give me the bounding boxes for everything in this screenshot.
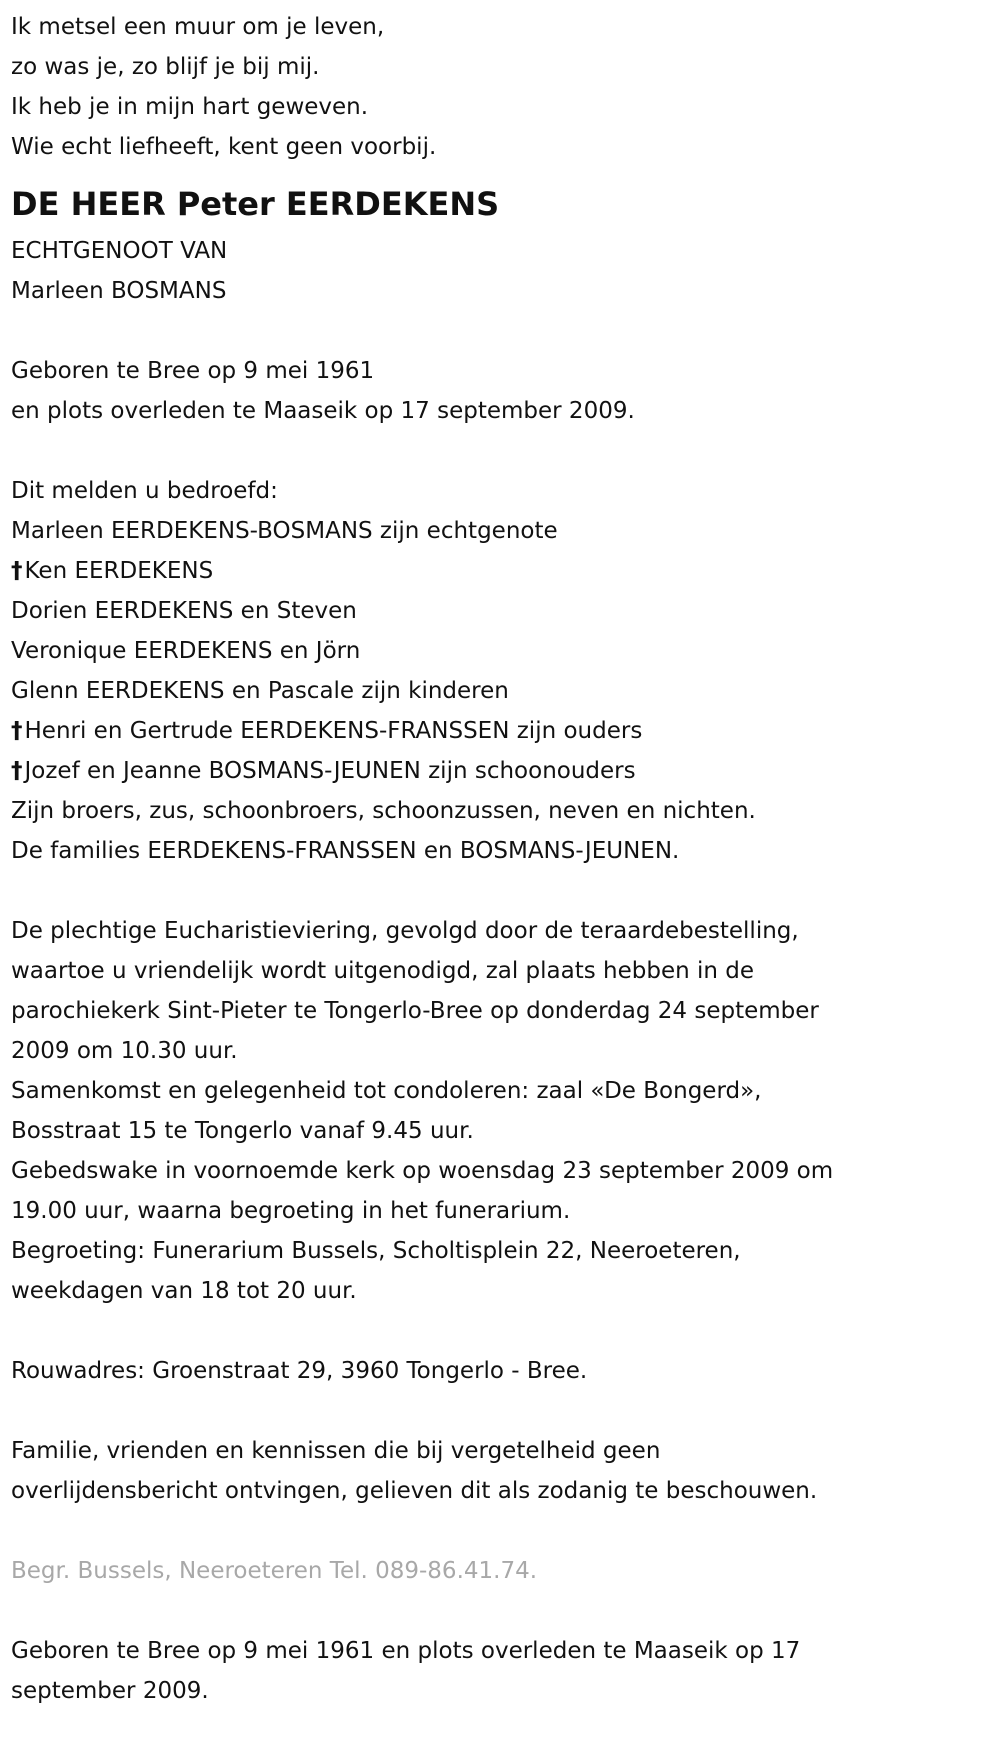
mourning-address: Rouwadres: Groenstraat 29, 3960 Tongerlo - Bree. bbox=[11, 1358, 588, 1384]
poem-line: zo was je, zo blijf je bij mij. bbox=[11, 54, 320, 80]
mourners-list bbox=[11, 511, 1000, 871]
mourner-name: Zijn broers, zus, schoonbroers, schoonzussen, neven en nichten. bbox=[11, 798, 756, 824]
poem-line: Wie echt liefheeft, kent geen voorbij. bbox=[11, 134, 437, 160]
ceremony-info bbox=[11, 911, 1000, 1311]
summary-line: september 2009. bbox=[11, 1678, 209, 1704]
undertaker-info: Begr. Bussels, Neeroeteren Tel. 089-86.41.74. bbox=[11, 1558, 538, 1584]
mourner-name: Jozef en Jeanne BOSMANS-JEUNEN zijn schoonouders bbox=[24, 758, 636, 784]
ceremony-line: Samenkomst en gelegenheid tot condoleren: zaal «De Bongerd», bbox=[11, 1078, 762, 1104]
ceremony-line: parochiekerk Sint-Pieter te Tongerlo-Bree op donderdag 24 september bbox=[11, 998, 819, 1024]
mourner-line bbox=[11, 791, 1000, 831]
birth-line: Geboren te Bree op 9 mei 1961 bbox=[11, 358, 375, 384]
poem-line: Ik metsel een muur om je leven, bbox=[11, 14, 385, 40]
mourner-name: Veronique EERDEKENS en Jörn bbox=[11, 638, 361, 664]
cross-icon: † bbox=[11, 758, 23, 784]
mourners-intro: Dit melden u bedroefd: bbox=[11, 478, 278, 504]
mourner-line bbox=[11, 631, 1000, 671]
mourner-line bbox=[11, 511, 1000, 551]
mourner-name: Henri en Gertrude EERDEKENS-FRANSSEN zijn ouders bbox=[24, 718, 643, 744]
mourner-name: Ken EERDEKENS bbox=[24, 558, 214, 584]
mourner-name: Marleen EERDEKENS-BOSMANS zijn echtgenote bbox=[11, 518, 558, 544]
notice-line: Familie, vrienden en kennissen die bij vergetelheid geen bbox=[11, 1438, 661, 1464]
spouse-name: Marleen BOSMANS bbox=[11, 278, 227, 304]
mourner-line bbox=[11, 551, 1000, 591]
deceased-title: DE HEER Peter EERDEKENS bbox=[11, 185, 500, 223]
poem-line: Ik heb je in mijn hart geweven. bbox=[11, 94, 369, 120]
cross-icon: † bbox=[11, 558, 23, 584]
ceremony-line: Gebedswake in voornoemde kerk op woensdag 23 september 2009 om bbox=[11, 1158, 834, 1184]
ceremony-line: Begroeting: Funerarium Bussels, Scholtisplein 22, Neeroeteren, bbox=[11, 1238, 741, 1264]
ceremony-line: weekdagen van 18 tot 20 uur. bbox=[11, 1278, 357, 1304]
ceremony-line: 19.00 uur, waarna begroeting in het funerarium. bbox=[11, 1198, 571, 1224]
death-line: en plots overleden te Maaseik op 17 september 2009. bbox=[11, 398, 635, 424]
cross-icon: † bbox=[11, 718, 23, 744]
mourner-name: Dorien EERDEKENS en Steven bbox=[11, 598, 357, 624]
mourner-line bbox=[11, 711, 1000, 751]
notice-line: overlijdensbericht ontvingen, gelieven dit als zodanig te beschouwen. bbox=[11, 1478, 818, 1504]
mourner-line bbox=[11, 591, 1000, 631]
ceremony-line: 2009 om 10.30 uur. bbox=[11, 1038, 238, 1064]
ceremony-line: waartoe u vriendelijk wordt uitgenodigd, zal plaats hebben in de bbox=[11, 958, 755, 984]
spouse-label: ECHTGENOOT VAN bbox=[11, 238, 228, 264]
ceremony-line: Bosstraat 15 te Tongerlo vanaf 9.45 uur. bbox=[11, 1118, 474, 1144]
mourner-line bbox=[11, 671, 1000, 711]
mourner-line bbox=[11, 751, 1000, 791]
mourner-name: De families EERDEKENS-FRANSSEN en BOSMANS-JEUNEN. bbox=[11, 838, 680, 864]
summary-line: Geboren te Bree op 9 mei 1961 en plots overleden te Maaseik op 17 bbox=[11, 1638, 801, 1664]
mourner-name: Glenn EERDEKENS en Pascale zijn kinderen bbox=[11, 678, 509, 704]
mourner-line bbox=[11, 831, 1000, 871]
poem bbox=[11, 7, 1000, 167]
ceremony-line: De plechtige Eucharistieviering, gevolgd door de teraardebestelling, bbox=[11, 918, 799, 944]
